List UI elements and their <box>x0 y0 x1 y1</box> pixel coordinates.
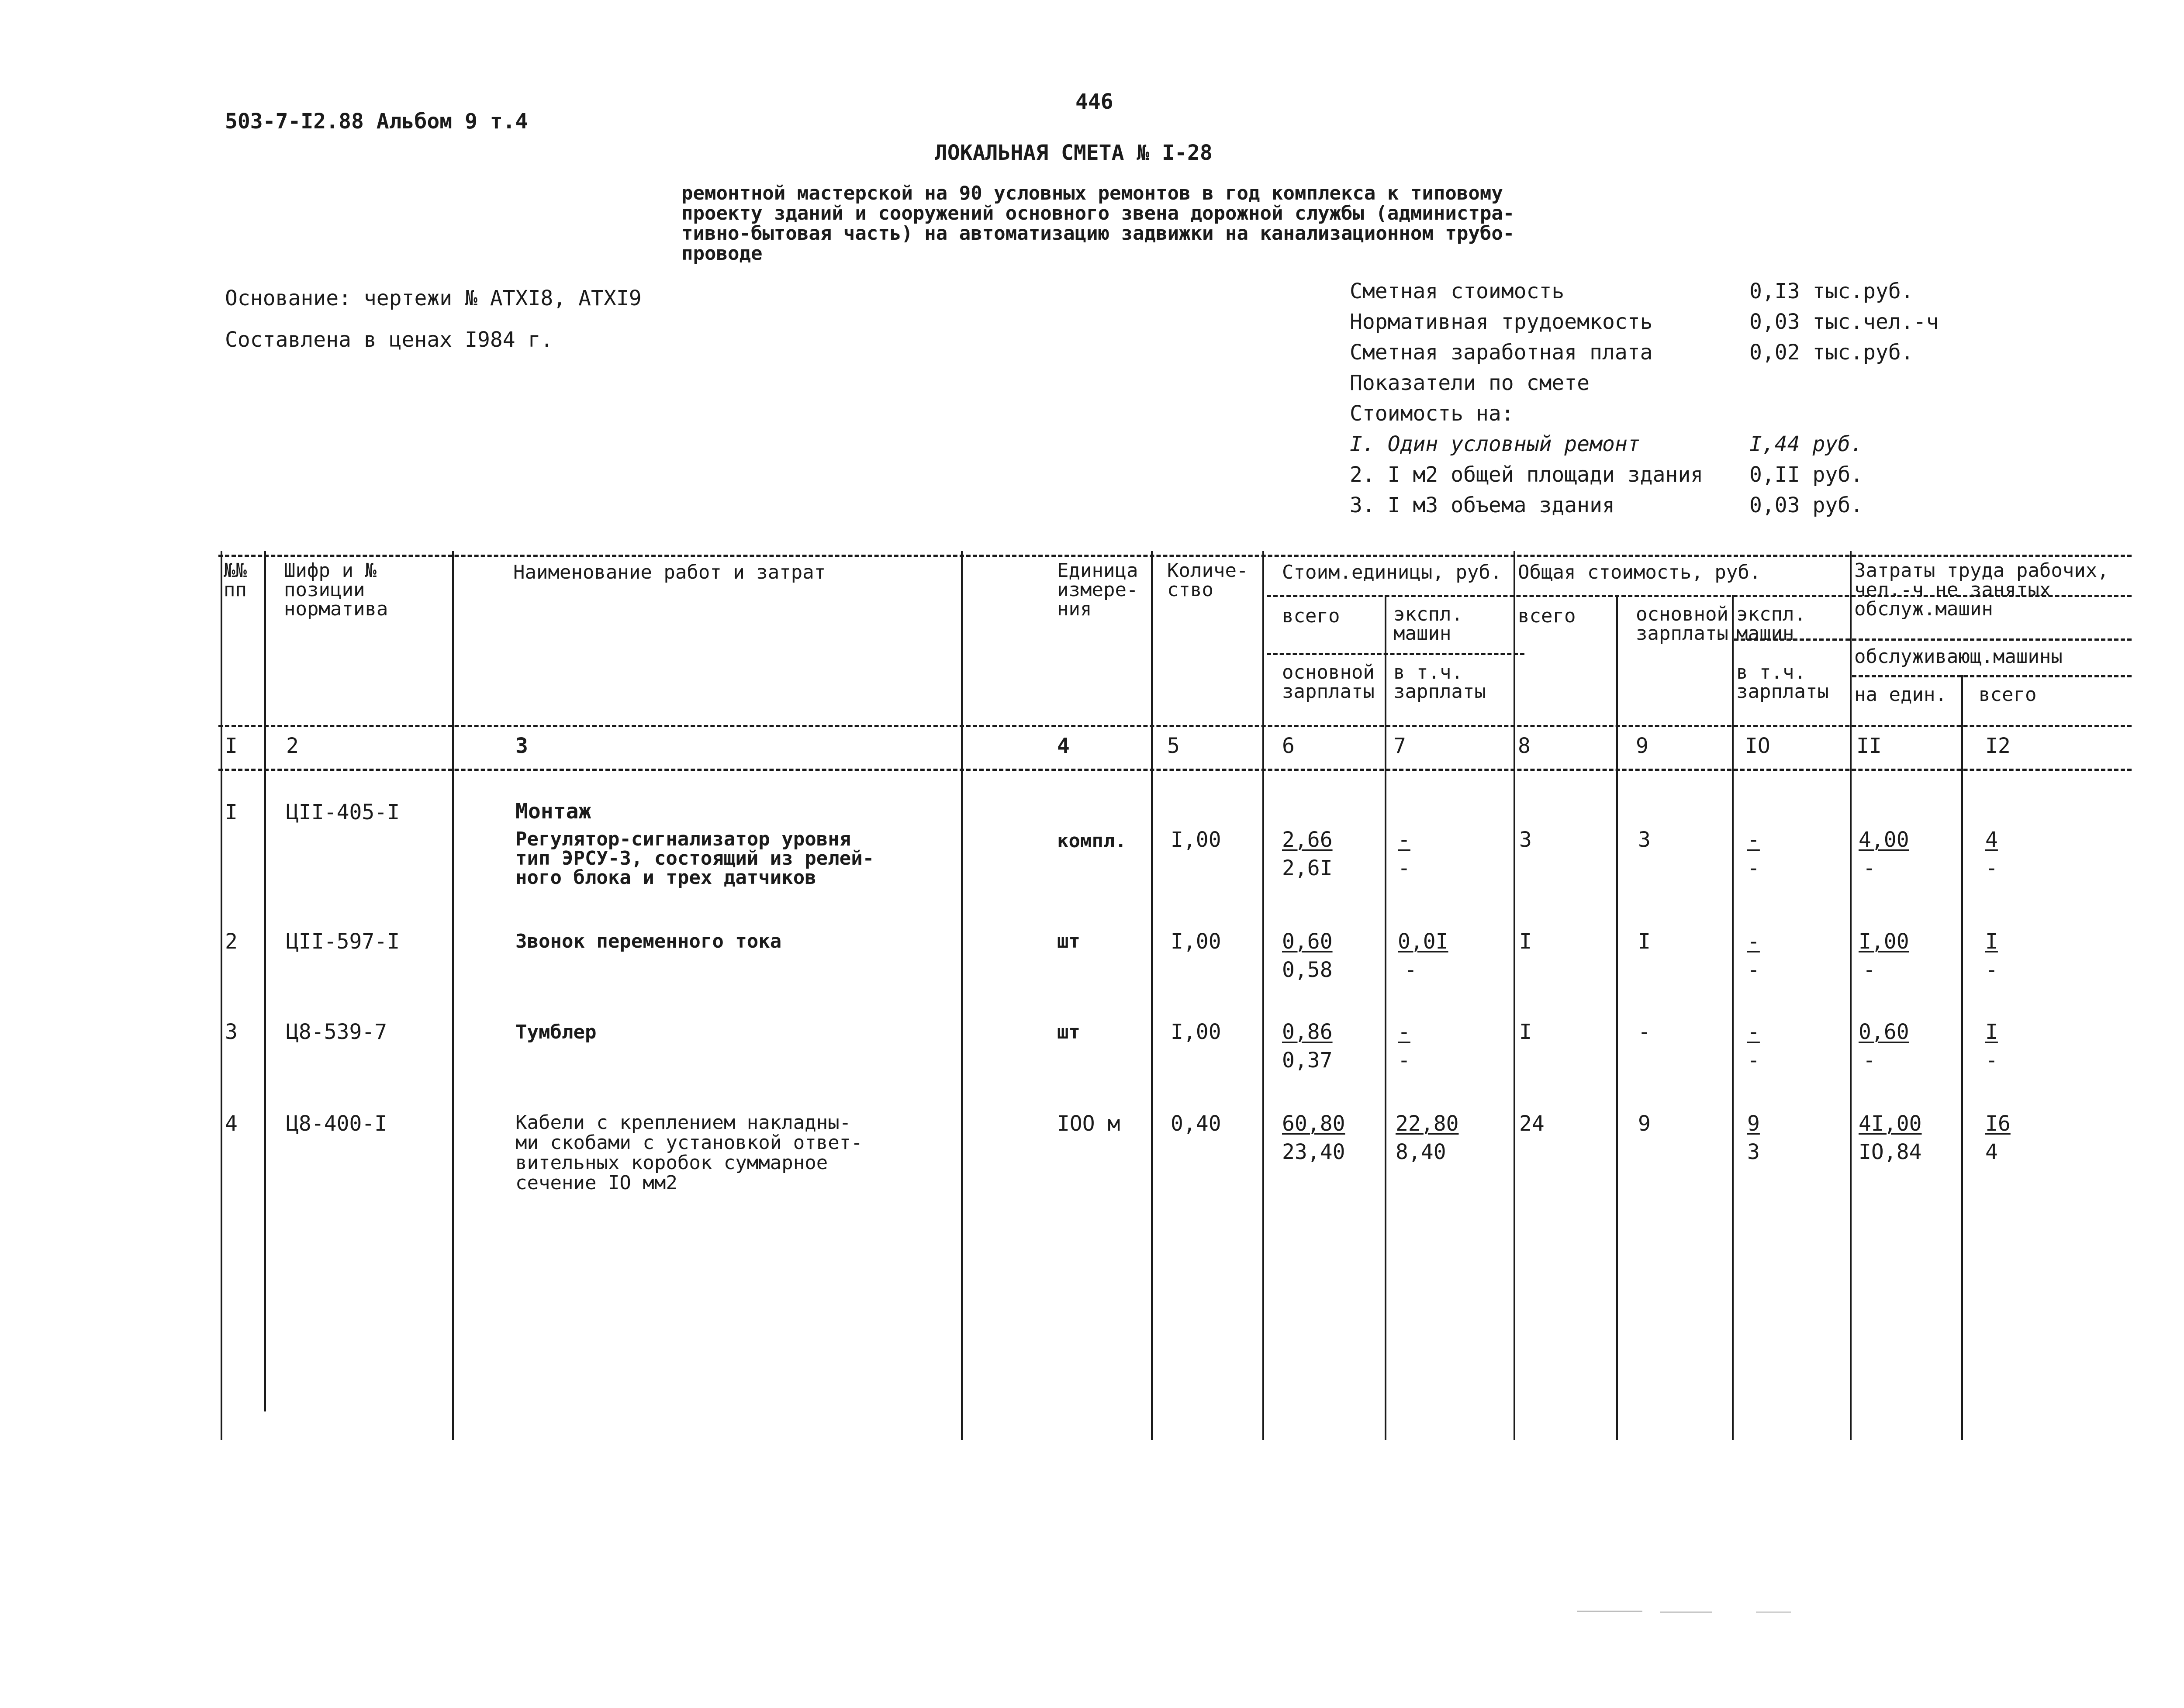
header-labor-sub: обслуживающ.машины <box>1854 645 2063 668</box>
column-number: I2 <box>1985 734 2011 758</box>
row-name-line: сечение IO мм2 <box>515 1172 677 1194</box>
header-col7-top <box>1393 605 1463 643</box>
header-text: измере- <box>1057 579 1138 601</box>
summary-label: Показатели по смете <box>1350 371 1590 395</box>
header-text: пп <box>224 579 247 601</box>
header-text: норматива <box>284 598 388 620</box>
header-col7-bottom <box>1393 663 1486 701</box>
header-text: машин <box>1736 622 1794 645</box>
row-unit-cost-machines-wage: - <box>1398 1048 1410 1073</box>
column-border <box>1850 551 1852 1440</box>
summary-value: 0,03 руб. <box>1749 493 1863 518</box>
row-name <box>515 830 874 887</box>
header-col8: всего <box>1518 605 1576 627</box>
header-col6-bottom <box>1282 663 1375 701</box>
row-unit-cost-machines: - <box>1398 1020 1410 1044</box>
header-text: ство <box>1167 579 1213 601</box>
summary-value: 0,II руб. <box>1749 462 1863 487</box>
row-unit-cost-wage: 23,40 <box>1282 1140 1345 1164</box>
row-unit: IOO м <box>1057 1111 1120 1136</box>
column-border <box>452 551 454 1440</box>
row-unit-cost-machines-wage: - <box>1404 958 1417 982</box>
column-numbers-rule <box>218 769 2132 771</box>
row-total-machines: - <box>1747 1020 1760 1044</box>
column-border <box>221 551 222 1440</box>
summary-value: 0,I3 тыс.руб. <box>1749 279 1914 304</box>
column-border <box>1961 675 1963 1440</box>
row-name <box>515 1113 863 1193</box>
row-qty: I,00 <box>1171 828 1221 852</box>
header-text: Единица <box>1057 559 1138 582</box>
row-code: Ц8-539-7 <box>286 1020 387 1044</box>
row-qty: I,00 <box>1171 1020 1221 1044</box>
header-col3: Наименование работ и затрат <box>513 561 826 583</box>
row-labor-total: I <box>1985 929 1998 954</box>
subtitle-line: проекту зданий и сооружений основного звена дорожной службы (администра- <box>681 202 1515 224</box>
column-number: 5 <box>1167 734 1180 758</box>
row-total-wage: - <box>1638 1020 1651 1044</box>
row-labor-per-unit: 4,00 <box>1859 828 1909 852</box>
summary-label: Сметная стоимость <box>1350 279 1565 304</box>
row-labor-total: I <box>1985 1020 1998 1044</box>
header-text: Затраты труда рабочих, <box>1854 559 2109 582</box>
row-name-line: Кабели с креплением накладны- <box>515 1111 851 1134</box>
header-col10-bottom <box>1736 663 1829 701</box>
row-labor-per-unit: 0,60 <box>1859 1020 1909 1044</box>
header-col2 <box>284 561 388 619</box>
table-top-rule <box>218 555 2132 557</box>
header-text: чел.-ч не занятых <box>1854 579 2051 601</box>
row-name-line: ми скобами с установкой ответ- <box>515 1132 863 1154</box>
row-unit-cost-machines: 0,0I <box>1398 929 1448 954</box>
document-subtitle <box>681 183 1514 264</box>
header-text: Шифр и № <box>284 559 377 582</box>
column-border <box>1514 551 1515 1440</box>
page-number: 446 <box>1075 90 1113 114</box>
column-border <box>1616 595 1618 1440</box>
subtitle-line: тивно-бытовая часть) на автоматизацию задвижки на канализационном трубо- <box>681 222 1515 245</box>
column-number: 6 <box>1282 734 1295 758</box>
summary-labels <box>1350 276 1703 521</box>
row-labor-per-unit: I,00 <box>1859 929 1909 954</box>
row-unit: компл. <box>1057 830 1127 852</box>
subtitle-line: ремонтной мастерской на 90 условных ремонтов в год комплекса к типовому <box>681 182 1503 204</box>
column-number: 4 <box>1057 734 1070 758</box>
row-qty: I,00 <box>1171 929 1221 954</box>
row-labor-per-unit: 4I,00 <box>1859 1111 1922 1136</box>
header-text: в т.ч. <box>1736 661 1806 683</box>
row-number: 3 <box>225 1020 238 1044</box>
column-number: I <box>225 734 238 758</box>
row-number: 4 <box>225 1111 238 1136</box>
column-number: 7 <box>1393 734 1406 758</box>
row-labor-total-machines: - <box>1985 1048 1998 1073</box>
header-text: зарплаты <box>1393 680 1486 703</box>
row-number: 2 <box>225 929 238 954</box>
header-text: экспл. <box>1393 603 1463 625</box>
header-text: основной <box>1636 603 1728 625</box>
scan-mark <box>1756 1611 1791 1613</box>
row-unit-cost-wage: 2,6I <box>1282 856 1333 880</box>
row-labor-total-machines: 4 <box>1985 1140 1998 1164</box>
section-title: Монтаж <box>515 799 591 824</box>
row-labor-per-unit-machines: - <box>1863 856 1876 880</box>
header-text: ния <box>1057 598 1092 620</box>
row-labor-total-machines: - <box>1985 856 1998 880</box>
row-total-machines-wage: 3 <box>1747 1140 1760 1164</box>
row-total-machines-wage: - <box>1747 958 1760 982</box>
header-text: экспл. <box>1736 603 1806 625</box>
header-col9 <box>1636 605 1728 643</box>
row-code: ЦII-597-I <box>286 929 400 954</box>
header-col11: на един. <box>1854 683 1947 706</box>
document-code: 503-7-I2.88 Альбом 9 т.4 <box>225 109 528 134</box>
header-text: зарплаты <box>1282 680 1375 703</box>
summary-value: 0,03 тыс.чел.-ч <box>1749 310 1939 334</box>
column-border <box>1732 595 1734 1440</box>
header-unit-cost: Стоим.единицы, руб. <box>1282 561 1502 583</box>
column-border <box>1385 595 1386 1440</box>
summary-label: Сметная заработная плата <box>1350 340 1653 365</box>
row-name: Тумблер <box>515 1021 597 1043</box>
row-unit: шт <box>1057 1021 1080 1043</box>
summary-label: I. Один условный ремонт <box>1350 432 1640 456</box>
column-border <box>961 551 963 1440</box>
row-name-line: вительных коробок суммарное <box>515 1152 828 1174</box>
header-text: машин <box>1393 622 1451 645</box>
row-unit-cost-total: 2,66 <box>1282 828 1333 852</box>
row-number: I <box>225 800 238 825</box>
header-text: в т.ч. <box>1393 661 1463 683</box>
row-labor-per-unit-machines: - <box>1863 1048 1876 1073</box>
row-total-cost: 3 <box>1519 828 1532 852</box>
row-total-machines-wage: - <box>1747 1048 1760 1073</box>
row-total-wage: I <box>1638 929 1651 954</box>
header-text: Количе- <box>1167 559 1248 582</box>
summary-label: 3. I м3 объема здания <box>1350 493 1615 518</box>
header-total-cost: Общая стоимость, руб. <box>1518 561 1761 583</box>
row-unit-cost-total: 0,60 <box>1282 929 1333 954</box>
column-border <box>264 551 266 1411</box>
row-labor-per-unit-machines: - <box>1863 958 1876 982</box>
column-number: II <box>1856 734 1882 758</box>
row-labor-per-unit-machines: IO,84 <box>1859 1140 1922 1164</box>
row-unit-cost-machines-wage: 8,40 <box>1396 1140 1446 1164</box>
header-col12: всего <box>1979 683 2037 706</box>
row-total-machines: 9 <box>1747 1111 1760 1136</box>
basis-text: Основание: чертежи № АТХI8, АТХI9 <box>225 286 642 311</box>
row-labor-total: 4 <box>1985 828 1998 852</box>
scan-mark <box>1660 1611 1712 1613</box>
row-unit-cost-wage: 0,37 <box>1282 1048 1333 1073</box>
prices-text: Составлена в ценах I984 г. <box>225 328 553 352</box>
row-total-wage: 3 <box>1638 828 1651 852</box>
column-number: 2 <box>286 734 299 758</box>
header-col5 <box>1167 561 1248 600</box>
summary-label: Нормативная трудоемкость <box>1350 310 1653 334</box>
header-bottom-rule <box>218 725 2132 727</box>
row-code: Ц8-400-I <box>286 1111 387 1136</box>
header-text: №№ <box>224 559 247 582</box>
row-total-cost: I <box>1519 929 1532 954</box>
row-total-wage: 9 <box>1638 1111 1651 1136</box>
column-border <box>1262 551 1264 1440</box>
row-unit-cost-total: 0,86 <box>1282 1020 1333 1044</box>
header-text: зарплаты <box>1636 622 1728 645</box>
header-col4 <box>1057 561 1138 619</box>
summary-values <box>1749 276 1939 521</box>
document-title: ЛОКАЛЬНАЯ СМЕТА № I-28 <box>935 141 1213 165</box>
row-unit-cost-machines: - <box>1398 828 1410 852</box>
row-name-line: ного блока и трех датчиков <box>515 866 816 889</box>
header-labor <box>1854 561 2109 619</box>
row-total-cost: 24 <box>1519 1111 1545 1136</box>
summary-label: 2. I м2 общей площади здания <box>1350 462 1704 487</box>
row-qty: 0,40 <box>1171 1111 1221 1136</box>
row-name: Звонок переменного тока <box>515 930 782 952</box>
header-text: основной <box>1282 661 1375 683</box>
row-unit-cost-machines: 22,80 <box>1396 1111 1459 1136</box>
row-labor-total-machines: - <box>1985 958 1998 982</box>
row-unit-cost-total: 60,80 <box>1282 1111 1345 1136</box>
row-unit-cost-wage: 0,58 <box>1282 958 1333 982</box>
header-text: позиции <box>284 579 365 601</box>
row-unit-cost-machines-wage: - <box>1398 856 1410 880</box>
row-total-machines: - <box>1747 828 1760 852</box>
column-number: 3 <box>515 734 528 758</box>
header-rule <box>1267 653 1524 655</box>
row-total-cost: I <box>1519 1020 1532 1044</box>
header-col1 <box>224 561 247 600</box>
row-name-line: тип ЭРСУ-3, состоящий из релей- <box>515 847 874 870</box>
header-text: зарплаты <box>1736 680 1829 703</box>
row-total-machines: - <box>1747 929 1760 954</box>
row-unit: шт <box>1057 930 1080 952</box>
header-col6-top: всего <box>1282 605 1340 627</box>
row-code: ЦII-405-I <box>286 800 400 825</box>
scan-mark <box>1577 1611 1642 1612</box>
summary-label: Стоимость на: <box>1350 401 1514 426</box>
subtitle-line: проводе <box>681 242 763 265</box>
header-col10-top <box>1736 605 1806 643</box>
column-number: 8 <box>1518 734 1531 758</box>
column-border <box>1151 551 1153 1440</box>
row-labor-total: I6 <box>1985 1111 2011 1136</box>
row-total-machines-wage: - <box>1747 856 1760 880</box>
column-number: 9 <box>1636 734 1648 758</box>
column-number: IO <box>1745 734 1770 758</box>
row-name-line: Регулятор-сигнализатор уровня <box>515 828 851 850</box>
summary-value: I,44 руб. <box>1749 432 1863 456</box>
header-text: обслуж.машин <box>1854 598 1993 620</box>
header-rule <box>1852 675 2132 677</box>
summary-value: 0,02 тыс.руб. <box>1749 340 1914 365</box>
